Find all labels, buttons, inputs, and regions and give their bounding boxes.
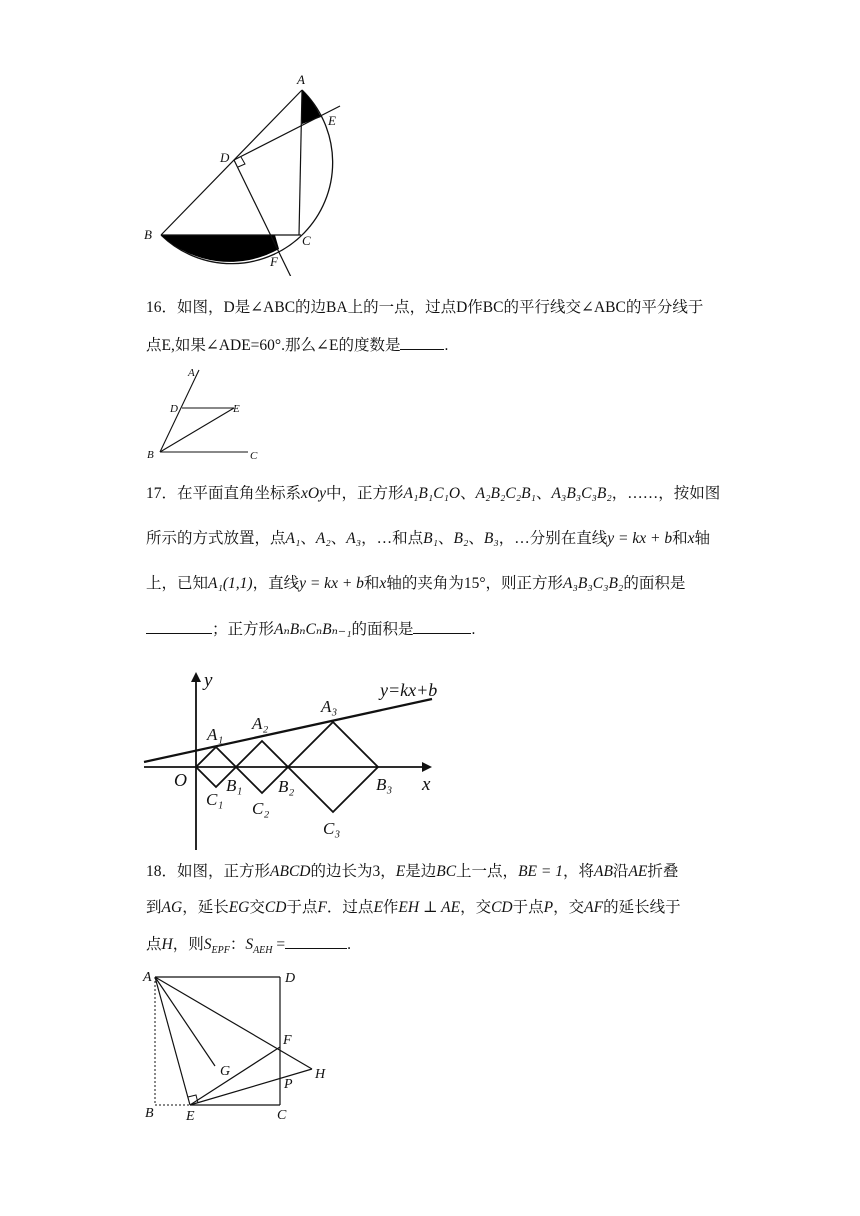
q18-text: 18．如图，正方形: [146, 863, 271, 880]
label-F: F: [270, 254, 278, 269]
line-y-kx-b: [144, 699, 432, 762]
q18-text: 上一点，: [456, 863, 519, 880]
q18-math: CD: [491, 899, 513, 916]
q18-math-subscript: EPF: [211, 945, 230, 957]
label-C: C: [302, 233, 311, 248]
q17-text: 和: [672, 530, 688, 547]
label-origin: O: [174, 770, 187, 790]
q17-text: 、: [468, 530, 484, 547]
label-y-axis: y: [204, 670, 213, 691]
question-17-line-3: [146, 574, 726, 593]
q18-math: CD: [264, 899, 287, 916]
label-D: D: [170, 403, 178, 415]
x-axis-arrow: [422, 762, 432, 772]
label-C3: C₃: [323, 819, 341, 838]
q18-math: AB: [593, 863, 613, 880]
q17-text: 的面积是: [623, 575, 686, 592]
answer-blank-16[interactable]: [400, 335, 444, 350]
q18-text: 的边长为3，: [310, 863, 396, 880]
q17-math: xOy: [301, 485, 326, 502]
question-18-text: [146, 862, 726, 960]
q17-text: ；正方形: [212, 621, 275, 638]
label-G: G: [220, 1064, 231, 1079]
question-18-line-3: [146, 934, 726, 960]
q17-text: 、: [460, 485, 476, 502]
label-D: D: [285, 971, 296, 986]
q17-text: 的面积是: [351, 621, 414, 638]
q18-text: ，则: [172, 936, 204, 953]
label-C: C: [250, 450, 258, 462]
q17-math: B₃: [483, 530, 499, 547]
q18-text: ．过点: [326, 899, 374, 916]
label-B3: B₃: [376, 775, 393, 794]
q18-text: 于点: [286, 899, 318, 916]
q17-math: A₂B₂C₂B₁: [475, 485, 536, 502]
right-angle-marker-D: [238, 157, 245, 167]
q18-text: 沿: [612, 863, 629, 880]
q18-math: AG: [161, 899, 183, 916]
q18-math: E: [373, 899, 383, 916]
q18-text: ，延长: [182, 899, 229, 916]
q18-math-subscript: AEH: [253, 945, 273, 957]
label-A: A: [297, 72, 305, 87]
figure-15-semicircle: [130, 66, 360, 276]
label-A3: A₃: [321, 697, 338, 716]
q18-math: AF: [584, 899, 604, 916]
q18-math: BE = 1: [518, 863, 563, 880]
segment-AC: [299, 90, 302, 235]
label-B: B: [144, 227, 152, 242]
q17-math: A₃: [346, 530, 362, 547]
label-A: A: [143, 970, 152, 985]
q18-text: 的延长线于: [603, 899, 681, 916]
label-C2: C₂: [252, 799, 270, 818]
segment-AH: [155, 977, 312, 1069]
q17-math: A₂: [315, 530, 331, 547]
q17-math: B₂: [453, 530, 469, 547]
q17-text: 和: [363, 575, 380, 592]
q17-text: 、: [438, 530, 454, 547]
q17-text: 轴: [694, 530, 710, 547]
q17-text: ，直线: [252, 575, 300, 592]
q18-text: 折叠: [647, 863, 679, 880]
q18-text: ，交: [553, 899, 585, 916]
q17-text: ，…和点: [361, 530, 424, 547]
q17-text: .: [471, 621, 476, 638]
label-C: C: [277, 1108, 287, 1123]
question-16-line-1: 16．如图，D是∠ABC的边BA上的一点，过点D作BC的平行线交∠ABC的平分线于: [146, 299, 704, 316]
label-F: F: [283, 1033, 292, 1048]
q17-text: 中，正方形: [325, 485, 404, 502]
ray-BA: [160, 370, 199, 452]
q18-math: P: [543, 899, 554, 916]
q18-text: 作: [382, 899, 399, 916]
y-axis-arrow: [191, 672, 201, 682]
q17-math: x: [379, 575, 387, 592]
label-D: D: [220, 150, 230, 165]
answer-blank-18[interactable]: [285, 934, 347, 949]
segment-EF: [190, 1047, 280, 1105]
q17-text: 所示的方式放置，点: [146, 530, 286, 547]
segment-BA: [161, 90, 302, 235]
q18-math: S: [245, 936, 254, 953]
q18-text: 交: [249, 899, 265, 916]
question-17-line-1: [146, 484, 726, 503]
answer-blank-17a[interactable]: [146, 619, 212, 634]
label-x-axis: x: [422, 774, 431, 795]
q18-math: BC: [436, 863, 457, 880]
question-17-line-2: [146, 529, 726, 548]
label-B2: B₂: [278, 777, 295, 796]
question-16-text: [146, 298, 726, 355]
label-P: P: [284, 1077, 293, 1092]
q18-math: S: [203, 936, 212, 953]
question-17-line-4: [146, 619, 726, 639]
q17-math: A₁(1,1): [208, 575, 253, 592]
q17-math: y = kx + b: [299, 575, 364, 592]
q17-text: ，……，按如图: [611, 485, 721, 502]
question-18-line-2: [146, 898, 726, 917]
label-E: E: [186, 1109, 195, 1124]
q18-math: AE: [628, 863, 648, 880]
segment-AE: [155, 977, 190, 1105]
label-E: E: [328, 113, 336, 128]
q17-math: A₁B₁C₁O: [403, 485, 461, 502]
q17-math: B₁: [423, 530, 438, 547]
q17-math: A₁: [285, 530, 301, 547]
question-16-line-2-end: .: [444, 337, 449, 354]
q17-math: A₃B₃C₃B₂: [563, 575, 624, 592]
q18-text: 于点: [512, 899, 544, 916]
q18-text: ，将: [562, 863, 594, 880]
label-A2: A₂: [252, 714, 269, 733]
q17-text: 、: [535, 485, 552, 502]
q18-text: ：: [229, 936, 246, 953]
question-18-line-1: [146, 862, 726, 881]
q18-text: =: [272, 936, 286, 953]
q17-math: A₃B₃C₃B₂: [551, 485, 612, 502]
question-17-text: [146, 484, 726, 639]
q17-math: AₙBₙCₙBₙ₋₁: [274, 621, 352, 638]
q18-math: H: [161, 936, 173, 953]
q18-text: .: [347, 936, 352, 953]
q18-math: ABCD: [270, 863, 311, 880]
q18-math: EG: [228, 899, 250, 916]
question-16-line-2-text: 点E,如果∠ADE=60°.那么∠E的度数是: [146, 337, 401, 354]
label-C1: C₁: [206, 790, 224, 809]
label-A: A: [188, 367, 195, 379]
label-B: B: [147, 449, 154, 461]
figure-17-squares: [140, 666, 450, 850]
label-H: H: [315, 1067, 326, 1082]
q17-text: 17．在平面直角坐标系: [146, 485, 302, 502]
label-B: B: [145, 1106, 154, 1121]
label-line-equation: y=kx+b: [380, 680, 438, 700]
label-E: E: [233, 403, 240, 415]
q18-math: F: [317, 899, 327, 916]
q18-math: EH ⊥ AE: [398, 899, 461, 916]
answer-blank-17b[interactable]: [413, 619, 471, 634]
shaded-region-top: [302, 90, 321, 124]
q18-text: ，交: [460, 899, 492, 916]
q17-text: 、: [300, 530, 316, 547]
figure-16-angle: [140, 362, 280, 462]
figure-18-square: [140, 964, 340, 1132]
q17-text: 、: [330, 530, 347, 547]
q17-text: 轴的夹角为15°，则正方形: [386, 575, 564, 592]
q18-text: 是边: [405, 863, 437, 880]
q17-text: ，…分别在直线: [498, 530, 608, 547]
segment-EH: [190, 1069, 312, 1105]
line-DF: [234, 106, 340, 160]
label-A1: A₁: [207, 725, 224, 744]
q17-math: y = kx + b: [607, 530, 673, 547]
question-16-line-2: [146, 335, 726, 355]
q18-math: E: [395, 863, 406, 880]
q17-math: x: [687, 530, 695, 547]
q17-text: 上，已知: [146, 575, 209, 592]
label-B1: B₁: [226, 776, 243, 795]
q18-text: 到: [146, 899, 162, 916]
segment-AG: [155, 977, 215, 1066]
q18-text: 点: [146, 936, 162, 953]
